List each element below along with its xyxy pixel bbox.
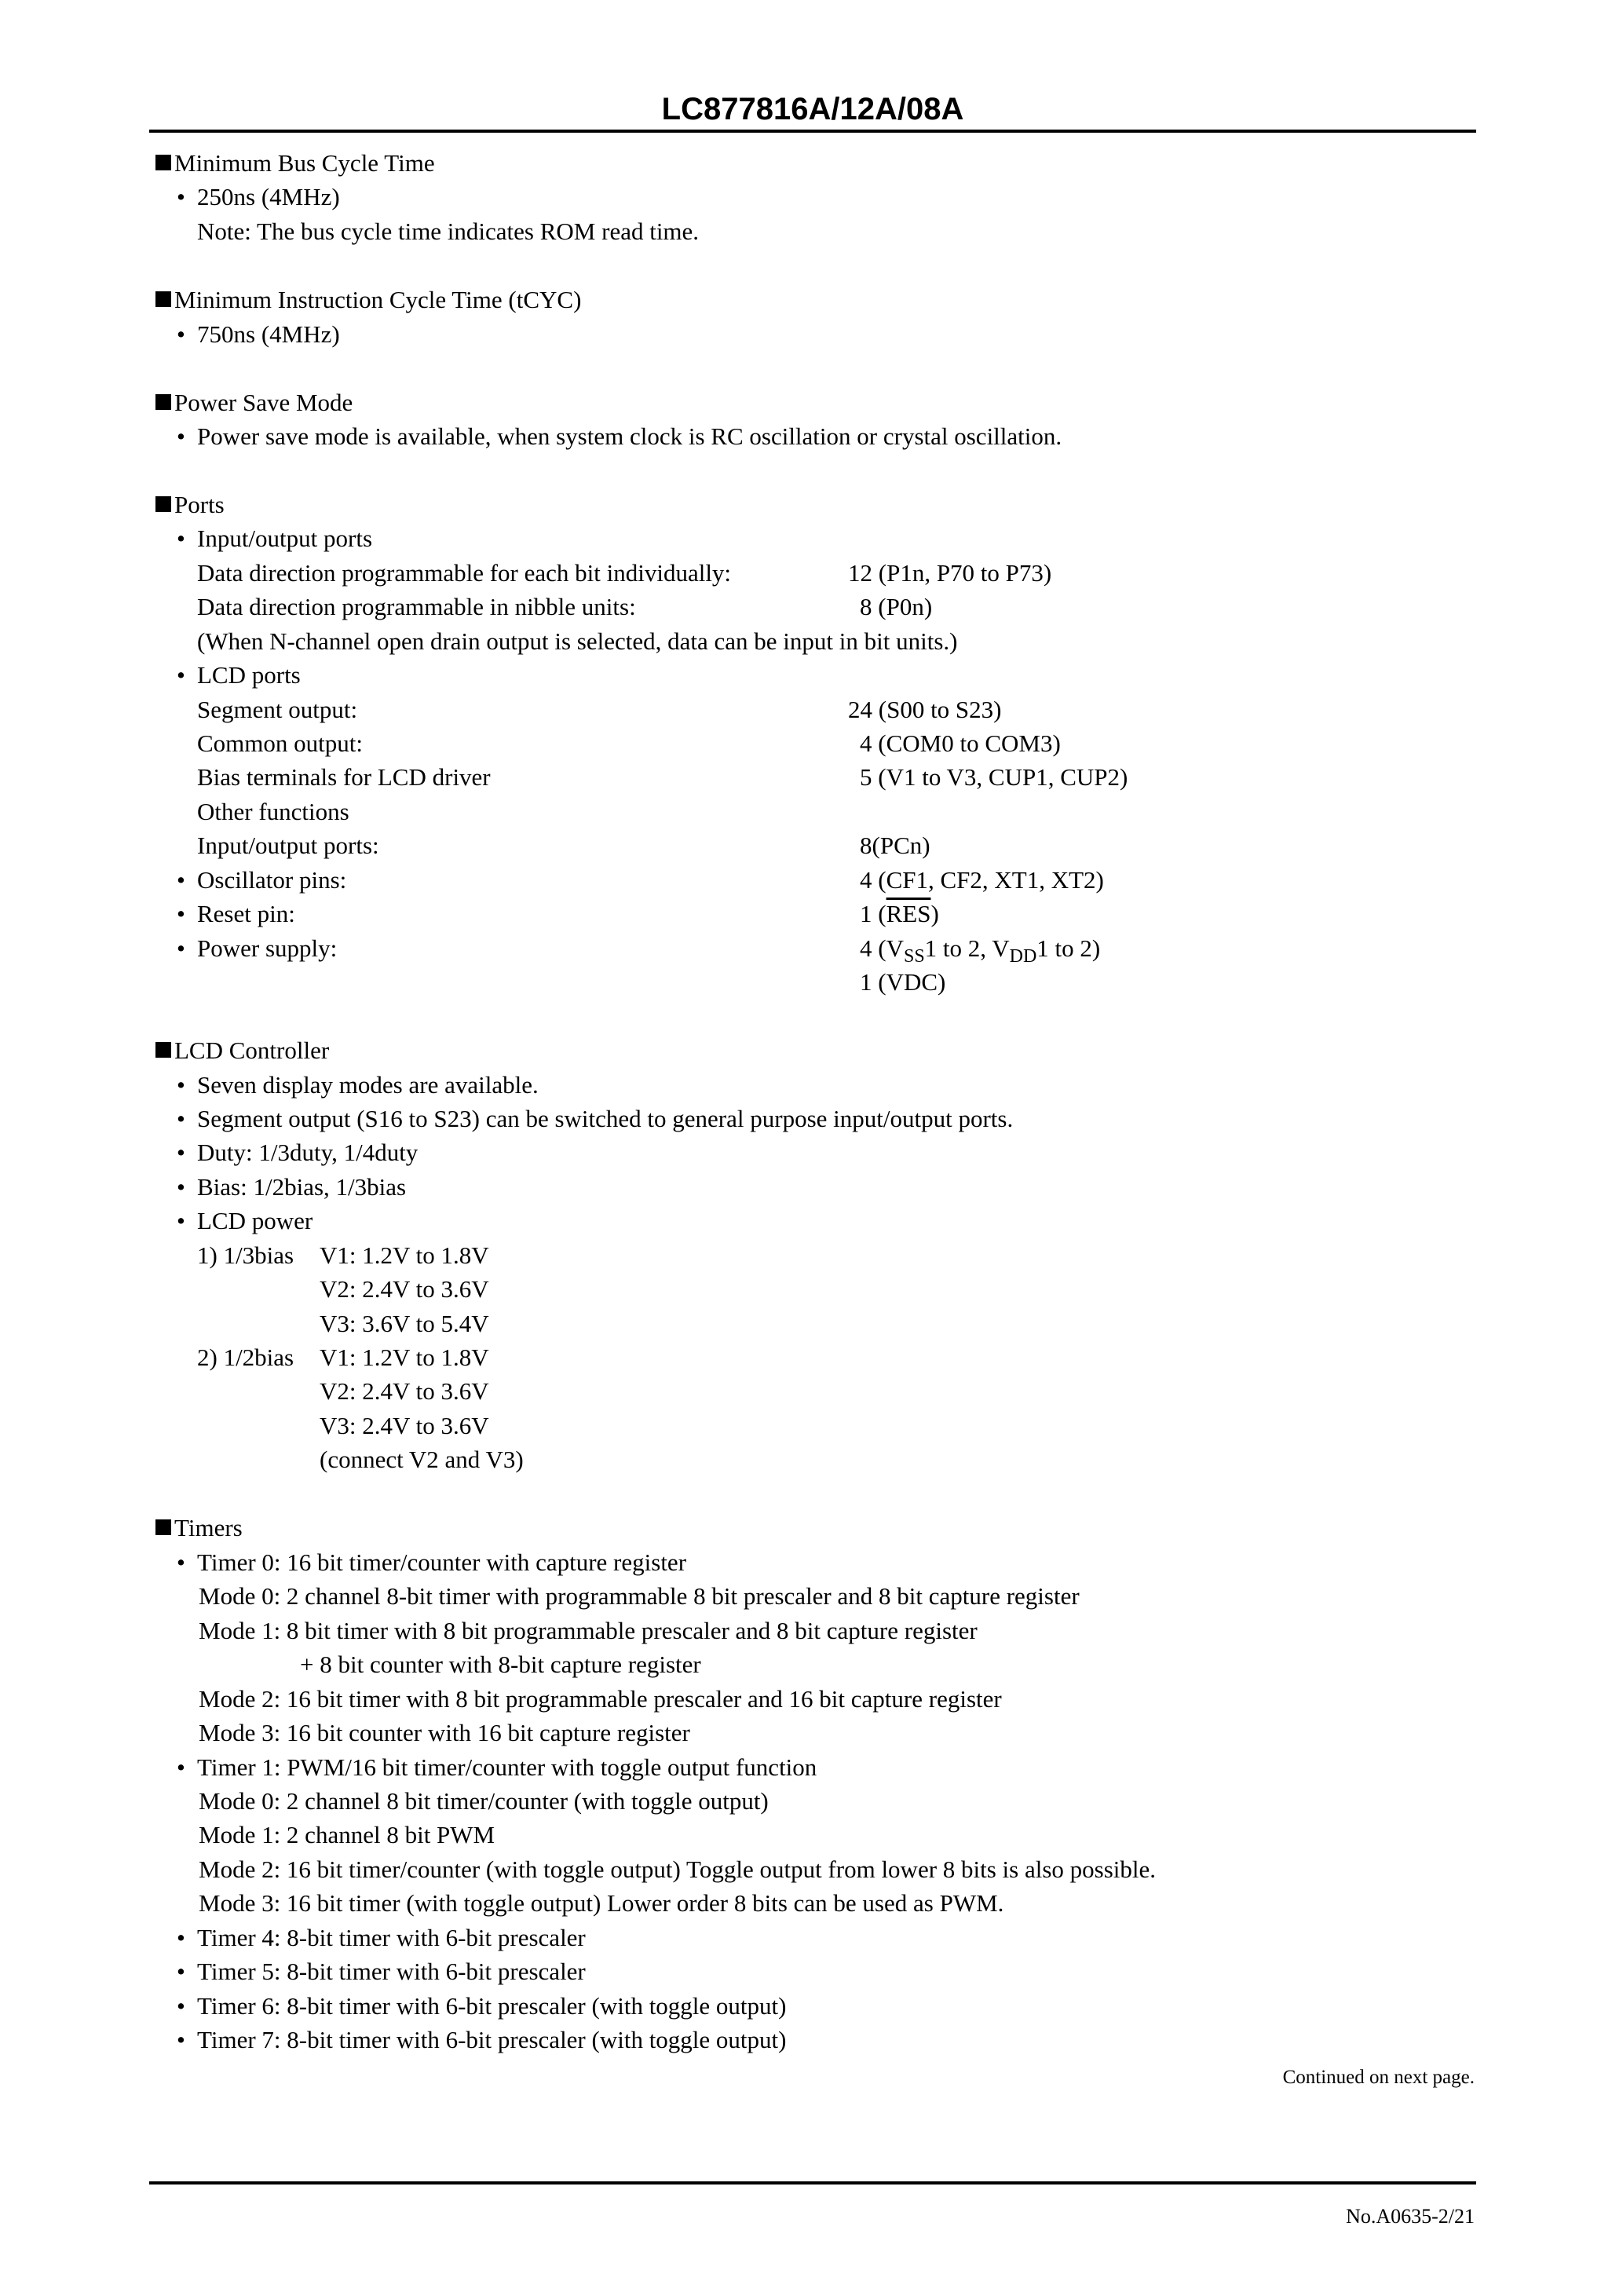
list-item: • Timer 0: 16 bit timer/counter with capture register xyxy=(177,1547,686,1578)
list-item: • Segment output (S16 to S23) can be switched to general purpose input/output ports. xyxy=(177,1103,1013,1135)
list-item: • Seven display modes are available. xyxy=(177,1069,539,1101)
section-heading-instruction: Minimum Instruction Cycle Time (tCYC) xyxy=(155,284,581,316)
timer-mode: Mode 1: 8 bit timer with 8 bit programmable prescaler and 8 bit capture register xyxy=(199,1617,978,1644)
header-rule xyxy=(149,130,1476,133)
timer-mode: Mode 3: 16 bit timer (with toggle output) Lower order 8 bits can be used as PWM. xyxy=(199,1889,1004,1917)
port-label: Bias terminals for LCD driver xyxy=(197,763,491,791)
bullet-icon: • xyxy=(177,661,185,689)
bullet-icon: • xyxy=(177,934,185,962)
port-value: 8(PCn) xyxy=(860,832,930,859)
bullet-icon: • xyxy=(177,1992,185,2020)
reset-pin-name: $\overline{RES}$ xyxy=(886,900,931,927)
bullet-icon: • xyxy=(177,1753,185,1781)
note-text: Note: The bus cycle time indicates ROM read time. xyxy=(197,218,700,245)
timer-mode: Mode 2: 16 bit timer/counter (with toggle output) Toggle output from lower 8 bits is also possible. xyxy=(199,1855,1157,1883)
list-item: • Duty: 1/3duty, 1/4duty xyxy=(177,1137,418,1168)
list-item: • Power supply: xyxy=(177,933,337,964)
port-label: Data direction programmable for each bit individually: xyxy=(197,559,732,587)
note-text: (When N-channel open drain output is selected, data can be input in bit units.) xyxy=(197,627,958,655)
footer-rule xyxy=(149,2181,1476,2184)
bullet-icon: • xyxy=(177,900,185,927)
list-item: • LCD ports xyxy=(177,660,301,691)
voltage-range: V2: 2.4V to 3.6V xyxy=(320,1275,489,1303)
section-heading-lcd: LCD Controller xyxy=(155,1035,329,1066)
port-value: 1 (VDC) xyxy=(860,968,946,996)
square-bullet-icon xyxy=(155,1042,171,1058)
list-item: • Timer 1: PWM/16 bit timer/counter with toggle output function xyxy=(177,1752,817,1783)
bullet-icon: • xyxy=(177,422,185,450)
bias-label: 2) 1/2bias xyxy=(197,1344,294,1371)
port-value: 12 (P1n, P70 to P73) xyxy=(848,559,1052,587)
port-value: 4 (CF1, CF2, XT1, XT2) xyxy=(860,866,1104,894)
list-item: • Timer 5: 8-bit timer with 6-bit prescaler xyxy=(177,1956,586,1987)
port-label: Segment output: xyxy=(197,696,358,723)
bullet-icon: • xyxy=(177,866,185,894)
section-heading-timers: Timers xyxy=(155,1512,243,1544)
continued-note: Continued on next page. xyxy=(1282,2067,1475,2088)
port-label: Data direction programmable in nibble units: xyxy=(197,593,636,620)
timer-mode: Mode 2: 16 bit timer with 8 bit programmable prescaler and 16 bit capture register xyxy=(199,1685,1002,1713)
list-item: • Timer 6: 8-bit timer with 6-bit prescaler (with toggle output) xyxy=(177,1991,786,2022)
section-heading-ports: Ports xyxy=(155,489,225,521)
list-item: • 750ns (4MHz) xyxy=(177,319,340,350)
port-value: 5 (V1 to V3, CUP1, CUP2) xyxy=(860,763,1128,791)
voltage-range: V2: 2.4V to 3.6V xyxy=(320,1377,489,1405)
bullet-icon: • xyxy=(177,1105,185,1132)
timer-mode: Mode 1: 2 channel 8 bit PWM xyxy=(199,1821,495,1848)
timer-mode: Mode 3: 16 bit counter with 16 bit capture register xyxy=(199,1719,690,1746)
list-item: • Oscillator pins: xyxy=(177,865,346,896)
list-item: • Power save mode is available, when system clock is RC oscillation or crystal oscillation. xyxy=(177,421,1062,452)
port-label: Other functions xyxy=(197,798,349,825)
voltage-range: V1: 1.2V to 1.8V xyxy=(320,1344,489,1371)
bullet-icon: • xyxy=(177,1924,185,1951)
bullet-icon: • xyxy=(177,1958,185,1985)
bullet-icon: • xyxy=(177,1071,185,1099)
voltage-range: V3: 2.4V to 3.6V xyxy=(320,1412,489,1439)
list-item: • Timer 4: 8-bit timer with 6-bit prescaler xyxy=(177,1922,586,1954)
bullet-icon: • xyxy=(177,1173,185,1201)
port-label: Input/output ports: xyxy=(197,832,379,859)
port-value: 1 $(\overline{RES})$ xyxy=(860,900,939,927)
list-item: • 250ns (4MHz) xyxy=(177,181,340,213)
timer-mode: Mode 0: 2 channel 8-bit timer with programmable 8 bit prescaler and 8 bit capture register xyxy=(199,1582,1080,1610)
port-value: 4 ($V_{SS}1$ to 2, $V_{DD}1$ to 2) xyxy=(860,934,1101,967)
bullet-icon: • xyxy=(177,1548,185,1576)
list-item: • Timer 7: 8-bit timer with 6-bit prescaler (with toggle output) xyxy=(177,2024,786,2056)
port-value: 8 (P0n) xyxy=(860,593,933,620)
square-bullet-icon xyxy=(155,394,171,410)
square-bullet-icon xyxy=(155,291,171,307)
bullet-icon: • xyxy=(177,1207,185,1234)
list-item: • Reset pin: xyxy=(177,898,295,930)
section-heading-bus: Minimum Bus Cycle Time xyxy=(155,148,435,179)
bullet-icon: • xyxy=(177,320,185,348)
page-title: LC877816A/12A/08A xyxy=(661,92,964,126)
timer-mode: Mode 0: 2 channel 8 bit timer/counter (with toggle output) xyxy=(199,1787,769,1815)
bullet-icon: • xyxy=(177,1139,185,1166)
voltage-range: V1: 1.2V to 1.8V xyxy=(320,1241,489,1269)
bullet-icon: • xyxy=(177,2026,185,2053)
port-value: 4 (COM0 to COM3) xyxy=(860,729,1061,757)
list-item: • Bias: 1/2bias, 1/3bias xyxy=(177,1172,406,1203)
bias-label: 1) 1/3bias xyxy=(197,1241,294,1269)
note-text: (connect V2 and V3) xyxy=(320,1446,524,1473)
section-heading-power-save: Power Save Mode xyxy=(155,387,353,419)
page-number: No.A0635-2/21 xyxy=(1346,2205,1475,2228)
square-bullet-icon xyxy=(155,1519,171,1535)
list-item: • LCD power xyxy=(177,1205,313,1237)
port-label: Common output: xyxy=(197,729,363,757)
square-bullet-icon xyxy=(155,155,171,170)
bullet-icon: • xyxy=(177,525,185,552)
voltage-range: V3: 3.6V to 5.4V xyxy=(320,1310,489,1337)
square-bullet-icon xyxy=(155,496,171,512)
port-value: 24 (S00 to S23) xyxy=(848,696,1002,723)
timer-mode: + 8 bit counter with 8-bit capture register xyxy=(300,1651,701,1678)
bullet-icon: • xyxy=(177,183,185,210)
list-item: • Input/output ports xyxy=(177,523,372,554)
